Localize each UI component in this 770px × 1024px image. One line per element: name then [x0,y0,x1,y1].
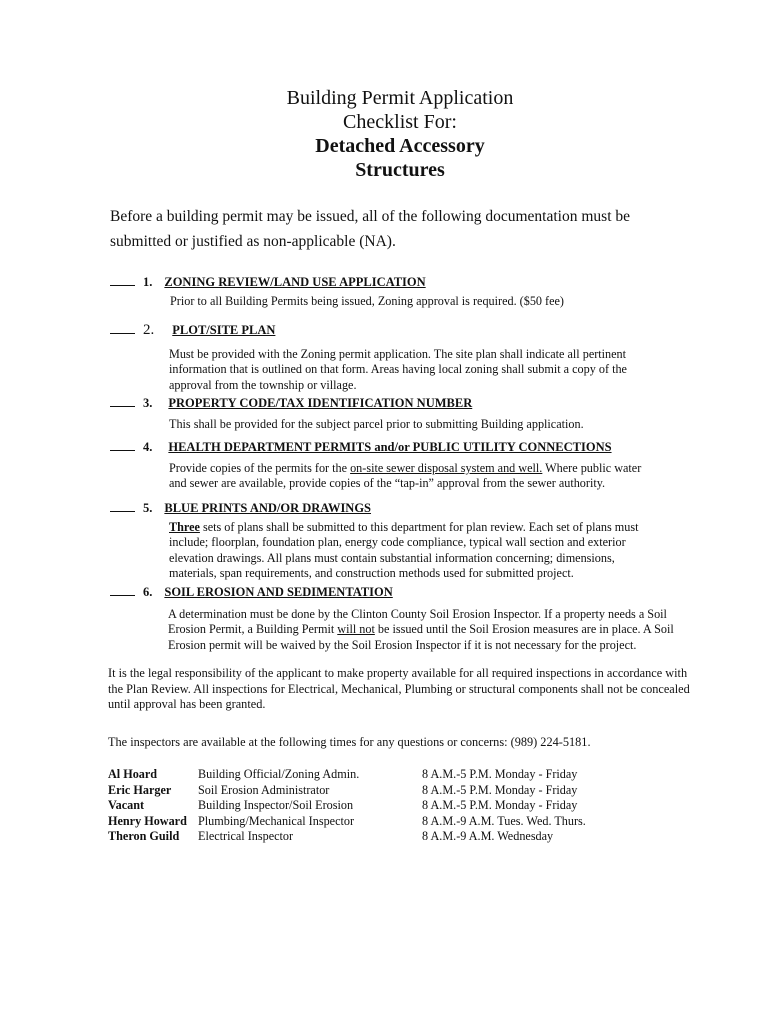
item-description: Must be provided with the Zoning permit application. The site plan shall indicate all pertinent information that is outlined on that form. Areas having local zoning shall submit a copy of the approval from the township or village. [169,347,627,392]
underlined-text: will not [337,622,375,637]
item-heading: HEALTH DEPARTMENT PERMITS and/or PUBLIC UTILITY CONNECTIONS [168,440,612,454]
check-blank[interactable] [110,583,135,596]
checklist-item-2 [110,321,670,393]
check-blank[interactable] [110,273,135,286]
contact-hours: 8 A.M.-5 P.M. Monday - Friday [422,782,578,797]
item-number: 6. [143,585,153,599]
legal-responsibility-text: It is the legal responsibility of the applicant to make property available for all required inspections in accordance with the Plan Review. All inspections for Electrical, Mechanical, Plumbing or structural components shall not be concealed until approval has been granted. [108,666,690,711]
check-blank[interactable] [110,438,135,451]
item-heading: ZONING REVIEW/LAND USE APPLICATION [164,275,426,289]
check-blank[interactable] [110,394,135,407]
item-number: 3. [143,396,153,410]
title-line-3: Detached Accessory [315,135,485,157]
contact-name: Al Hoard [108,767,158,781]
item-description: Three sets of plans shall be submitted to this department for plan review. Each set of plans must include; floorplan, foundation plan, energy code compliance, typical wall section and exterior elevation drawings. All plans must contain substantial information concerning; dimensions, materials, span requirements, and construction methods used for submitted project. [169,520,639,580]
checklist-item-5 [110,499,670,581]
contact-role: Soil Erosion Administrator [198,782,330,797]
contact-name: Eric Harger [108,782,172,797]
availability-text: The inspectors are available at the following times for any questions or concerns: (989) 224-5181. [108,735,591,749]
contact-role: Building Official/Zoning Admin. [198,767,360,781]
checklist-item-4 [110,438,670,492]
emphasis-text: Three [169,520,200,534]
item-heading: PROPERTY CODE/TAX IDENTIFICATION NUMBER [168,396,473,410]
item-number: 5. [143,501,153,515]
item-description: Provide copies of the permits for the on-site sewer disposal system and well. Where public water and sewer are available, provide copies of the “tap-in” approval from the sewer authority. [169,461,642,491]
title-line-1: Building Permit Application [286,87,514,109]
check-blank[interactable] [110,321,135,334]
checklist-item-6 [110,583,690,653]
contact-role: Plumbing/Mechanical Inspector [198,813,355,828]
checklist-item-1 [110,273,670,309]
contact-name: Theron Guild [108,829,180,843]
contact-hours: 8 A.M.-9 A.M. Wednesday [422,829,554,843]
item-description: Prior to all Building Permits being issued, Zoning approval is required. ($50 fee) [170,294,564,308]
contact-role: Building Inspector/Soil Erosion [198,798,354,812]
contact-name: Henry Howard [108,813,187,828]
item-heading: SOIL EROSION AND SEDIMENTATION [164,585,393,599]
item-number: 1. [143,275,153,289]
checklist-item-3 [110,394,670,432]
contact-role: Electrical Inspector [198,829,294,843]
title-block [0,86,770,182]
title-line-2: Checklist For: [343,111,457,133]
contact-hours: 8 A.M.-9 A.M. Tues. Wed. Thurs. [422,813,586,828]
item-heading: BLUE PRINTS AND/OR DRAWINGS [164,501,372,515]
underlined-text: on-site sewer disposal system and well. [350,461,543,475]
item-description: This shall be provided for the subject parcel prior to submitting Building application. [169,417,584,431]
title-line-4: Structures [355,159,445,181]
contact-name: Vacant [108,798,145,812]
item-description: A determination must be done by the Clinton County Soil Erosion Inspector. If a property needs a Soil Erosion Permit, a Building Permit will not be issued until the Soil Erosion measures are in place. A Soil Erosion permit will be waived by the Soil Erosion Inspector if it is not necessary for the project. [168,607,674,652]
item-heading: PLOT/SITE PLAN [172,323,276,337]
contact-hours: 8 A.M.-5 P.M. Monday - Friday [422,798,578,812]
contact-hours: 8 A.M.-5 P.M. Monday - Friday [422,767,578,781]
item-number: 4. [143,440,153,454]
check-blank[interactable] [110,499,135,512]
intro-text: Before a building permit may be issued, all of the following documentation must be submitted or justified as non-applicable (NA). [110,208,630,250]
item-number: 2. [143,322,155,338]
